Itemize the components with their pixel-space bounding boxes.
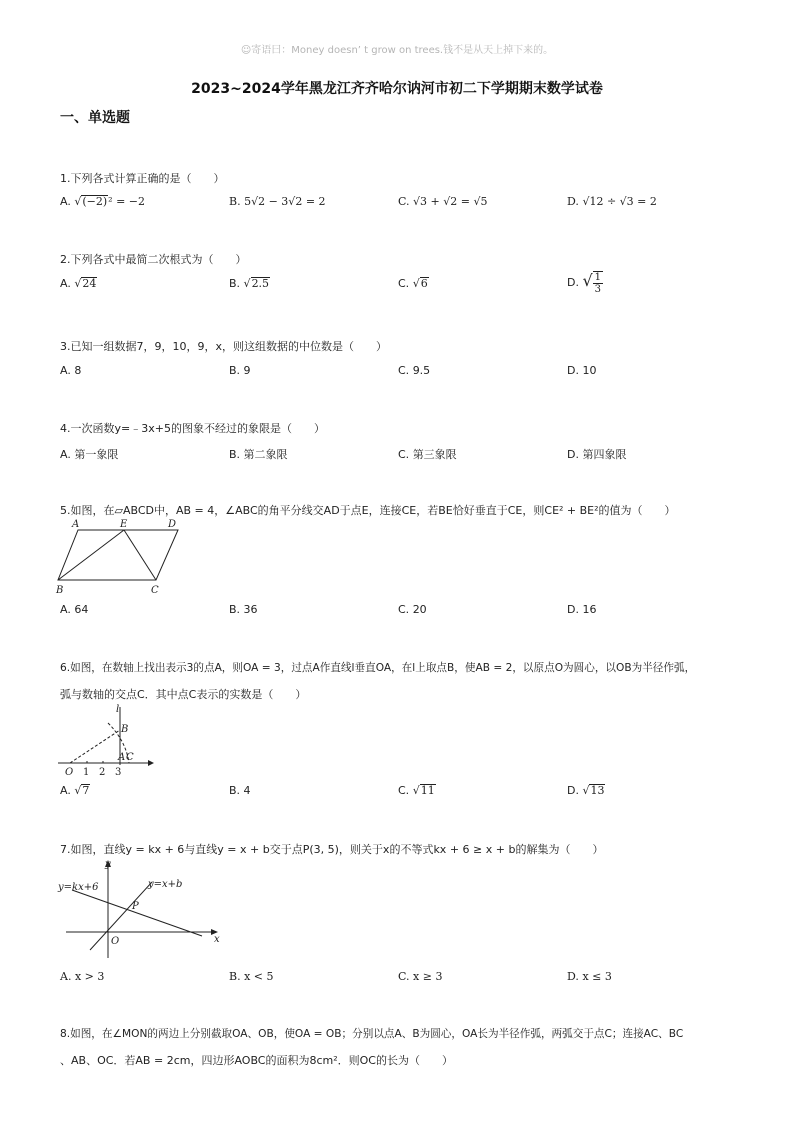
option-letter: B. xyxy=(229,195,241,208)
q7-graph-figure xyxy=(56,856,226,964)
option-letter: C. xyxy=(398,603,410,616)
label-b: B xyxy=(56,585,64,596)
label-o: O xyxy=(65,767,74,778)
label-c: C xyxy=(151,585,159,596)
label-c: C xyxy=(126,752,134,763)
label-b: B xyxy=(121,724,129,735)
option-letter: A. xyxy=(60,448,71,461)
q2-option-d[interactable]: D. √ $\frac{1}{3}$ xyxy=(567,271,602,295)
option-letter: A. xyxy=(60,277,71,290)
q7-option-b[interactable] xyxy=(229,970,274,983)
option-text: 4 xyxy=(243,784,251,797)
option-letter: D. xyxy=(567,603,579,616)
option-letter: C. xyxy=(398,195,410,208)
label-kx6: y=kx+6 xyxy=(58,882,99,893)
axis-arrow xyxy=(148,760,154,766)
option-text: 5√2 − 3√2 = 2 xyxy=(244,195,326,208)
option-letter: C. xyxy=(398,277,410,290)
q6-number-line-figure xyxy=(56,703,160,779)
option-letter: A. xyxy=(60,364,71,377)
q6-option-c[interactable]: C. √11 xyxy=(398,784,435,797)
option-text: x < 5 xyxy=(244,970,274,983)
option-text: 第一象限 xyxy=(74,448,119,461)
q2-option-b[interactable]: B. √2.5 xyxy=(229,277,270,290)
option-radicand: 24 xyxy=(82,277,97,290)
label-d: D xyxy=(168,519,177,530)
option-letter: C. xyxy=(398,784,410,797)
q7-option-d[interactable] xyxy=(567,970,612,983)
option-letter: D. xyxy=(567,195,579,208)
q3-option-b[interactable] xyxy=(229,364,251,377)
question-7-stem: 7.如图，直线y = kx + 6与直线y = x + b交于点P(3, 5)，则关于x的不等式kx + 6 ≥ x + b的解集为（ ） xyxy=(60,843,604,856)
q2-option-c[interactable]: C. √6 xyxy=(398,277,428,290)
label-p: P xyxy=(132,901,139,912)
option-radicand: 7 xyxy=(82,784,90,797)
q5-parallelogram-figure xyxy=(52,516,192,598)
question-3-stem: 3.已知一组数据7，9，10，9，x，则这组数据的中位数是（ ） xyxy=(60,340,387,353)
q6-option-a[interactable]: A. √7 xyxy=(60,784,90,797)
label-2: 2 xyxy=(99,767,106,778)
option-text: x ≥ 3 xyxy=(413,970,443,983)
option-letter: D. xyxy=(567,364,579,377)
option-text: 8 xyxy=(74,364,82,377)
option-radicand: 11 xyxy=(420,784,435,797)
segment-ce xyxy=(124,530,156,580)
option-radicand: 13 xyxy=(590,784,605,797)
option-text: 9 xyxy=(243,364,251,377)
option-text: √3 + √2 = √5 xyxy=(413,195,488,208)
option-radicand: 2.5 xyxy=(251,277,270,290)
option-text: √12 ÷ √3 = 2 xyxy=(582,195,657,208)
q1-option-d[interactable] xyxy=(567,195,657,208)
option-text: 64 xyxy=(74,603,89,616)
option-letter: B. xyxy=(229,970,241,983)
q2-option-a[interactable]: A. √24 xyxy=(60,277,97,290)
option-text: 第四象限 xyxy=(582,448,627,461)
q4-option-c[interactable] xyxy=(398,446,457,462)
option-text: x > 3 xyxy=(74,970,105,983)
label-a: A xyxy=(72,519,80,530)
option-letter: C. xyxy=(398,970,410,983)
fraction-numerator: 1 xyxy=(594,272,602,283)
question-4-stem: 4.一次函数y=﹣3x+5的图象不经过的象限是（ ） xyxy=(60,422,325,435)
label-a: A xyxy=(118,752,126,763)
q3-option-d[interactable] xyxy=(567,364,596,377)
line-kx-plus-6 xyxy=(72,890,202,936)
label-x: x xyxy=(214,934,220,945)
option-letter: B. xyxy=(229,603,241,616)
parallelogram-shape xyxy=(58,530,178,580)
q1-option-a[interactable]: A. √(−2)² = −2 xyxy=(60,195,145,208)
q7-option-a[interactable] xyxy=(60,970,104,983)
option-text: 36 xyxy=(243,603,258,616)
motto-header: ☺寄语曰：Money doesn’ t grow on trees.钱不是从天上掉下来的。 xyxy=(240,45,554,56)
q4-option-b[interactable] xyxy=(229,446,288,462)
option-letter: B. xyxy=(229,448,241,461)
q5-option-a[interactable] xyxy=(60,603,88,616)
question-6-stem-line2: 弧与数轴的交点C．其中点C表示的实数是（ ） xyxy=(60,688,307,701)
page-title: 2023~2024学年黑龙江齐齐哈尔讷河市初二下学期期末数学试卷 xyxy=(191,81,603,97)
q1-option-c[interactable] xyxy=(398,195,487,208)
option-text: 10 xyxy=(582,364,597,377)
label-1: 1 xyxy=(83,767,90,778)
option-letter: C. xyxy=(398,448,410,461)
option-letter: C. xyxy=(398,364,410,377)
question-1-stem: 1.下列各式计算正确的是（ ） xyxy=(60,172,225,185)
q6-option-d[interactable]: D. √13 xyxy=(567,784,605,797)
option-letter: A. xyxy=(60,784,71,797)
segment-ob xyxy=(70,730,120,763)
option-text: x ≤ 3 xyxy=(582,970,612,983)
question-8-stem: 8.如图，在∠MON的两边上分别截取OA、OB，使OA = OB；分别以点A、B为圆心，OA长为半径作弧，两弧交于点C；连接AC、BC xyxy=(60,1028,684,1040)
label-o: O xyxy=(111,936,120,947)
option-letter: B. xyxy=(229,277,241,290)
option-letter: D. xyxy=(567,784,579,797)
q3-option-c[interactable] xyxy=(398,364,430,377)
option-text: 16 xyxy=(582,603,597,616)
option-letter: D. xyxy=(567,448,579,461)
question-5-stem: 5.如图，在▱ABCD中，AB = 4，∠ABC的角平分线交AD于点E，连接CE，若BE恰好垂直于CE，则CE² + BE²的值为（ ） xyxy=(60,504,676,517)
section-heading: 一、单选题 xyxy=(60,110,130,126)
label-e: E xyxy=(120,519,128,530)
fraction-denominator: 3 xyxy=(594,284,602,295)
label-xb: y=x+b xyxy=(148,879,183,890)
option-letter: A. xyxy=(60,970,72,983)
q1-a-radicand: (−2) xyxy=(82,195,108,208)
option-letter: D. xyxy=(567,970,579,983)
option-letter: B. xyxy=(229,364,241,377)
q3-option-a[interactable] xyxy=(60,364,81,377)
option-letter: A. xyxy=(60,603,71,616)
option-text: 9.5 xyxy=(412,364,431,377)
q5-option-d[interactable] xyxy=(567,603,596,616)
q1-a-tail: ² = −2 xyxy=(108,195,145,208)
q5-option-b[interactable] xyxy=(229,603,258,616)
question-2-stem: 2.下列各式中最简二次根式为（ ） xyxy=(60,253,247,266)
option-text: 第二象限 xyxy=(243,448,288,461)
option-radicand: 6 xyxy=(420,277,428,290)
label-l: l xyxy=(116,704,120,715)
q4-option-a[interactable] xyxy=(60,446,118,462)
question-8-stem-line2: 、AB、OC．若AB = 2cm，四边形AOBC的面积为8cm²．则OC的长为（ ） xyxy=(60,1054,453,1067)
option-text: 第三象限 xyxy=(412,448,457,461)
option-letter: B. xyxy=(229,784,241,797)
q6-option-b[interactable] xyxy=(229,784,251,797)
q1-option-b[interactable] xyxy=(229,195,326,208)
question-6-stem: 6.如图，在数轴上找出表示3的点A，则OA = 3，过点A作直线l垂直OA，在l上取点B，使AB = 2，以原点O为圆心，以OB为半径作弧， xyxy=(60,662,696,674)
label-y: y xyxy=(105,859,111,870)
line-x-plus-b xyxy=(90,882,152,950)
label-3: 3 xyxy=(115,767,122,778)
option-letter: D. xyxy=(567,276,579,289)
q7-option-c[interactable] xyxy=(398,970,442,983)
option-letter: A. xyxy=(60,195,71,208)
option-text: 20 xyxy=(412,603,427,616)
q4-option-d[interactable] xyxy=(567,446,626,462)
q5-option-c[interactable] xyxy=(398,603,427,616)
